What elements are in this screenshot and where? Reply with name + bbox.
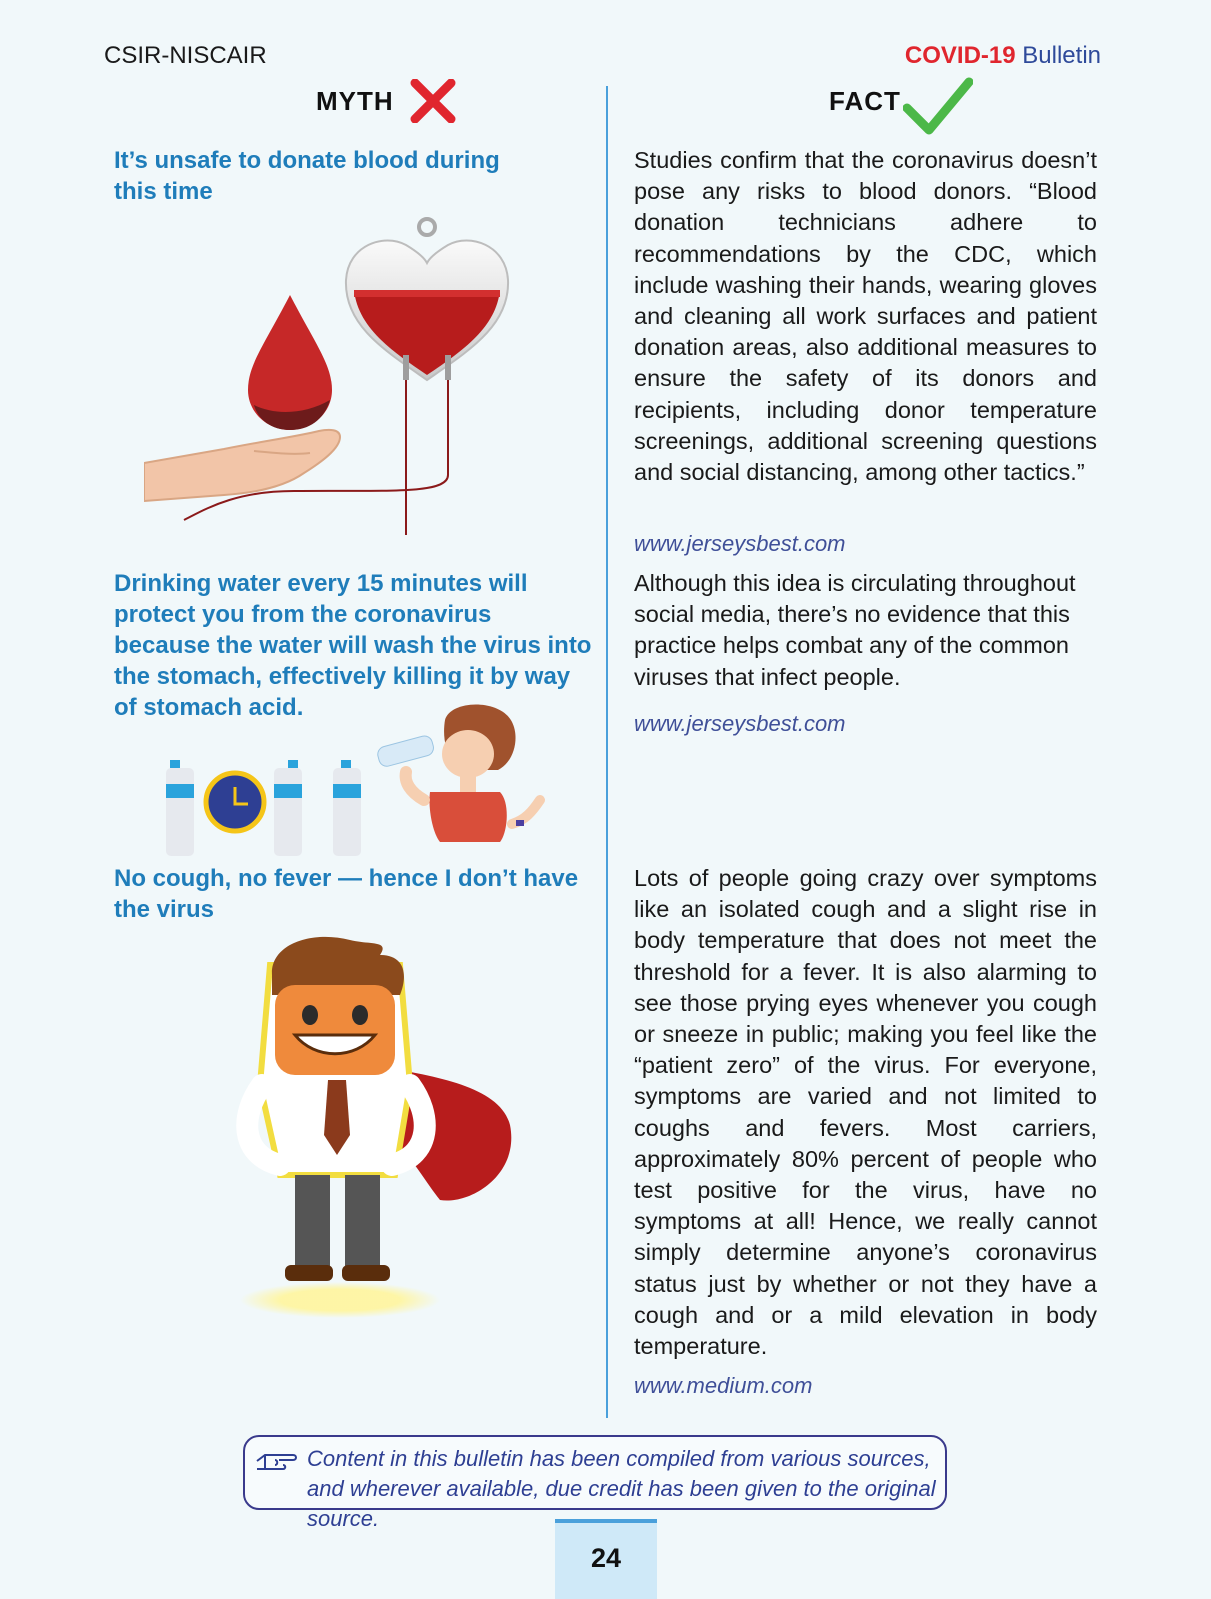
water-bottle-icon	[166, 760, 194, 856]
source-1[interactable]: www.jerseysbest.com	[634, 531, 846, 556]
myth-heading: MYTH	[316, 86, 394, 116]
column-divider	[606, 86, 608, 1418]
source-2[interactable]: www.jerseysbest.com	[634, 711, 846, 736]
fact-2: Although this idea is circulating throughout social media, there’s no evidence that this practice helps combat any of the common viruses that infect people.	[634, 570, 1076, 690]
drinking-water-illustration	[160, 692, 560, 858]
fact-heading: FACT	[829, 86, 901, 116]
header-title	[905, 42, 1101, 70]
superhero-man-illustration	[200, 935, 530, 1327]
red-cross-icon	[410, 79, 456, 123]
blood-donation-illustration	[144, 215, 514, 540]
page-number-tab	[555, 1519, 657, 1599]
page-number: 24	[590, 1543, 622, 1573]
footer-note-box	[243, 1435, 947, 1531]
fact-1: Studies confirm that the coronavirus doesn’t pose any risks to blood donors. “Blood donation technicians adhere to recommendations by the CDC, which include washing their hands, wearing gloves and cleaning all work surfaces and patient donation areas, also additional measures to ensure the safety of its donors and recipients, including donor temperature screenings, additional screening questions and social distancing, among other tactics.”	[634, 147, 1097, 486]
fact-3: Lots of people going crazy over symptoms like an isolated cough and a slight rise in body temperature that does not meet the threshold for a fever. It is also alarming to see those prying eyes whenever you cough or sneeze in public; making you feel like the “patient zero” of the virus. For everyone, symptoms are varied and not limited to coughs and fevers. Most carriers, approximately 80% percent of people who test positive for the virus, have no symptoms at all! Hence, we really cannot simply determine anyone’s coronavirus status just by whether or not they have a cough and or a mild elevation in body temperature.	[634, 865, 1097, 1360]
source-3[interactable]: www.medium.com	[634, 1373, 813, 1398]
myth-1: It’s unsafe to donate blood during this time	[114, 147, 500, 205]
header-bulletin: Bulletin	[1022, 42, 1101, 69]
myth-2: Drinking water every 15 minutes will protect you from the coronavirus because the water will wash the virus into the stomach, effectively killing it by way of stomach acid.	[114, 570, 592, 721]
green-check-icon	[903, 76, 973, 136]
pointing-hand-icon	[255, 1449, 299, 1475]
header-covid: COVID-19	[904, 42, 1016, 69]
header-org: CSIR-NISCAIR	[104, 42, 267, 69]
footer-note: Content in this bulletin has been compiled from various sources, and wherever available, due credit has been given to the original source.	[307, 1446, 936, 1531]
myth-3: No cough, no fever — hence I don’t have the virus	[114, 865, 579, 923]
